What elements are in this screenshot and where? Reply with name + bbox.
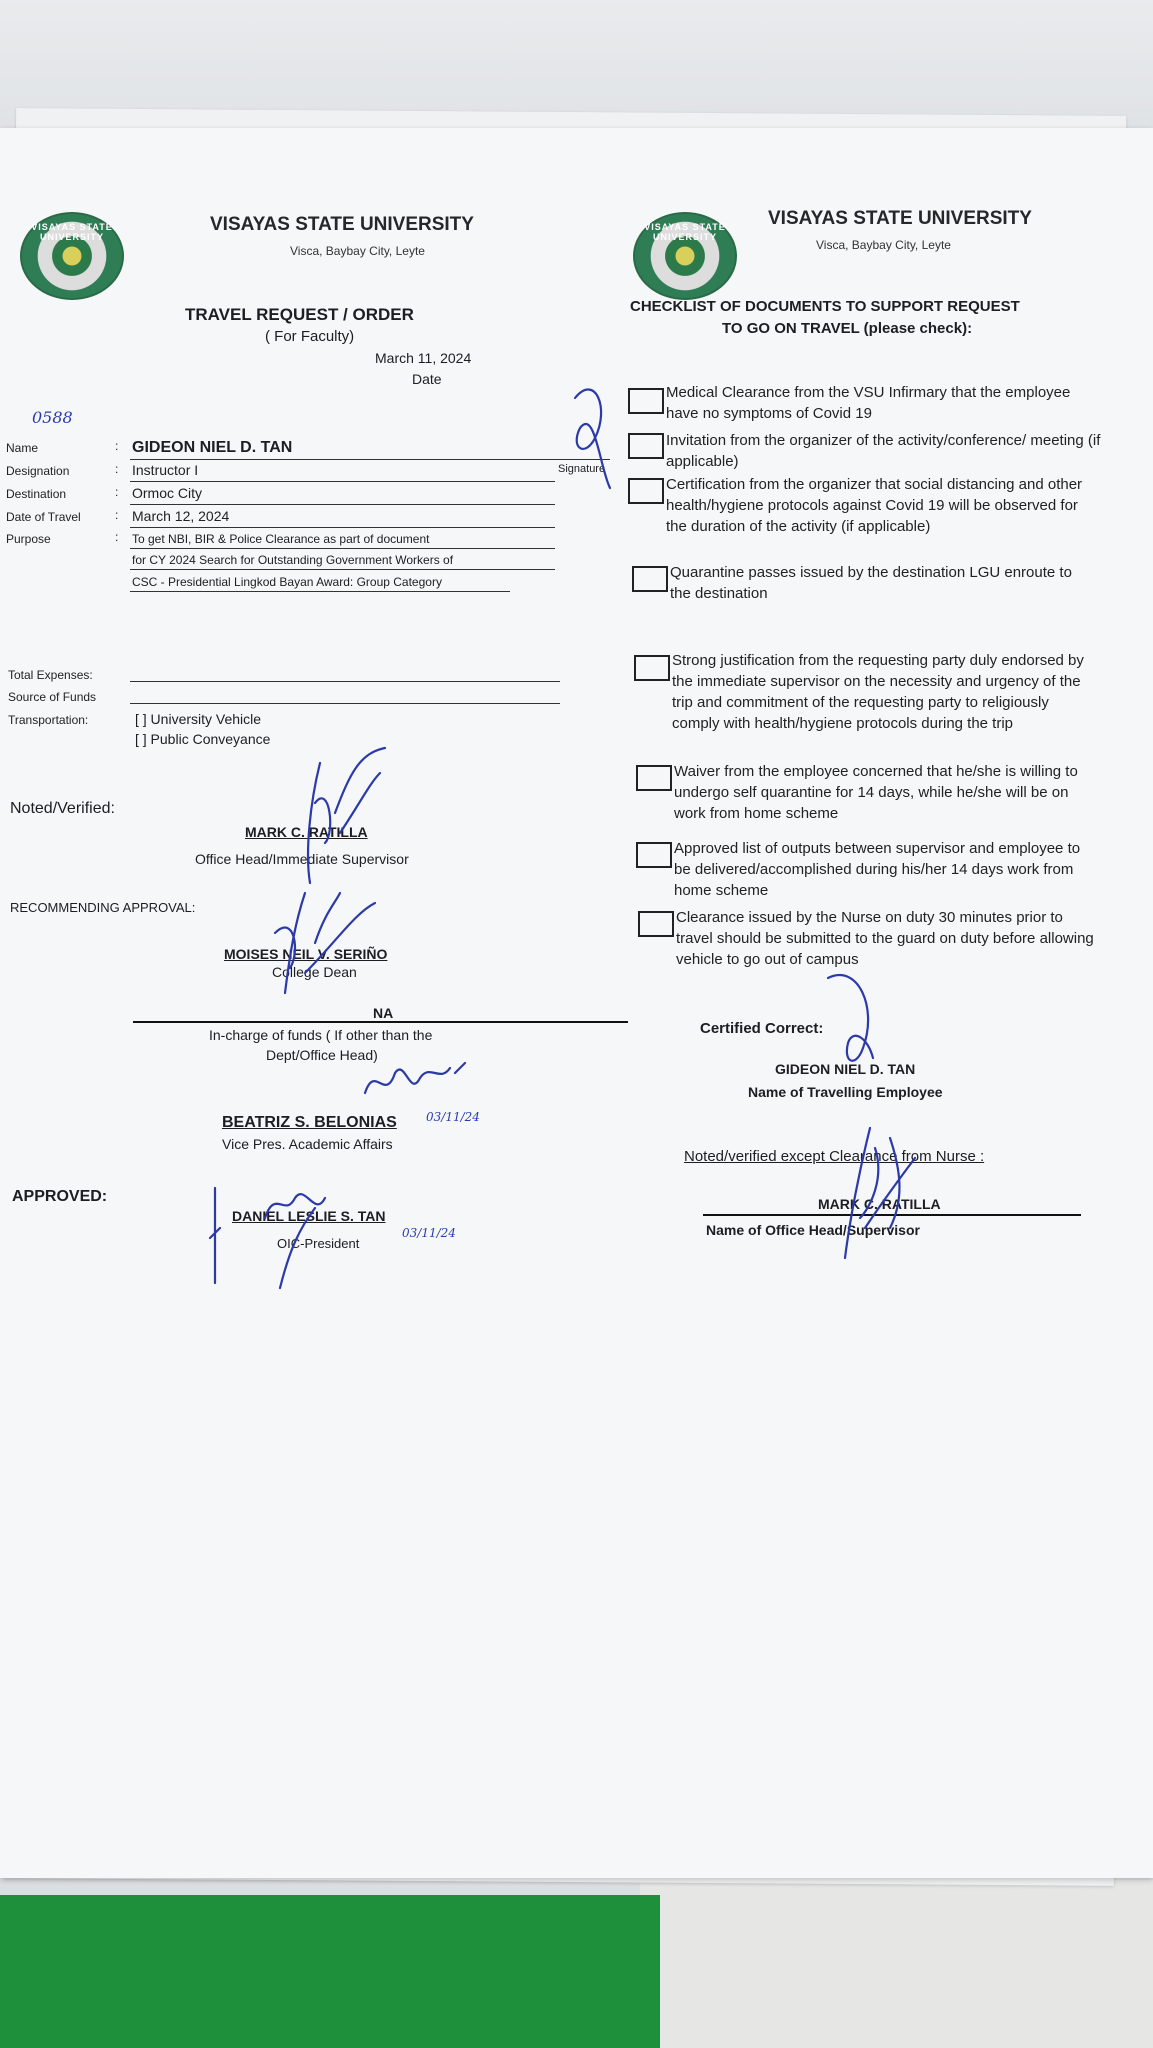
office-head-signature [830,1118,920,1268]
checkbox-strong-justification[interactable] [634,655,670,681]
funds-in-charge-line-2: Dept/Office Head) [266,1047,378,1063]
form-title: TRAVEL REQUEST / ORDER [185,305,414,324]
funds-in-charge-value: NA [373,1005,394,1021]
recommending-signature [245,873,385,1003]
purpose-line-3: CSC - Presidential Lingkod Bayan Award: Group Category [132,575,442,589]
date-of-travel-label: Date of Travel [6,510,81,524]
vp-signatory-title: Vice Pres. Academic Affairs [222,1136,393,1152]
vp-signed-date: 03/11/24 [426,1110,480,1124]
university-seal-right: VISAYAS STATE UNIVERSITY [633,212,737,300]
president-signature [205,1158,365,1298]
checkbox-approved-outputs[interactable] [636,842,672,868]
office-head-title: Name of Office Head/Supervisor [706,1222,920,1238]
certified-employee-title: Name of Travelling Employee [748,1084,943,1100]
checkbox-waiver[interactable] [636,765,672,791]
university-name-left: VISAYAS STATE UNIVERSITY [210,214,474,235]
noted-except-label: Noted/verified except Clearance from Nurse : [684,1148,985,1165]
checkbox-medical-clearance[interactable] [628,388,664,414]
transportation-label: Transportation: [8,713,89,727]
name-label: Name [6,441,39,455]
checklist-item-8: Clearance issued by the Nurse on duty 30 minutes prior to travel should be submitted to the guard on duty before allowing vehicle to go out of campus [676,909,1094,968]
date-of-travel-value: March 12, 2024 [132,508,230,524]
green-cloth [0,1895,660,2048]
applicant-signature [555,378,625,508]
noted-signature [290,743,400,893]
form-subtitle: ( For Faculty) [265,328,355,345]
president-name: DANIEL LESLIE S. TAN [232,1208,386,1224]
checklist-item-4: Quarantine passes issued by the destination LGU enroute to the destination [670,564,1072,602]
funds-in-charge-line-1: In-charge of funds ( If other than the [209,1027,433,1043]
checklist-item-6: Waiver from the employee concerned that he/she is willing to undergo self quarantine for 14 days, while he/she will be on work from home scheme [674,763,1078,822]
president-title: OIC-President [277,1236,360,1251]
handwritten-control-number: 0588 [32,408,73,427]
destination-value: Ormoc City [132,485,202,501]
checklist-item-2: Invitation from the organizer of the activity/conference/ meeting (if applicable) [666,432,1101,470]
university-address-left: Visca, Baybay City, Leyte [290,244,425,258]
designation-value: Instructor I [132,462,199,478]
purpose-line-1: To get NBI, BIR & Police Clearance as part of document [132,532,430,546]
purpose-label: Purpose [6,532,51,546]
employee-signature [808,968,898,1088]
checklist-title-line-2: TO GO ON TRAVEL (please check): [722,320,973,337]
checklist-item-7: Approved list of outputs between supervisor and employee to be delivered/accomplished during his/her 14 days work from home scheme [674,840,1081,899]
source-of-funds-label: Source of Funds [8,690,97,704]
checkbox-nurse-clearance[interactable] [638,911,674,937]
travel-order-document: VISAYAS STATE UNIVERSITY VISAYAS STATE UNIVERSITY Visca, Baybay City, Leyte TRAVEL REQUEST / ORDER ( For Faculty) March 11, 2024 Date 0588 Name : GIDEON NIEL D. TAN Designation : Instructor I Signature Destination : Ormoc City Date of Travel : March 12, 2024 Purpose : To get NBI, BIR & Police Clearance as part of document for CY 2024 Search for Outstanding Government Workers of CSC - Presidential Lingkod Bayan Award: Group Category Total Expenses: Source of Funds Transportation: [ ] University Vehicle [ ] Public Conveyance Noted/Verified: MARK C. RATILLA Office Head/Immediate Supervisor RECOMMENDING APPROVAL: MOISES NEIL V. SERIÑO College Dean NA In-charge of funds ( If other than the Dept/Office Head) BEATRIZ S. BELONIAS 03/11/24 Vice Pres. Academic Affairs APPROVED: DANIEL LESLIE S. TAN OIC-President 03/11/24 VISAYAS STATE UNIVERSITY VISAYAS STATE UNIVERSITY Visca, Baybay City, Leyte CHECKLIST OF DOCUMENTS TO SUPPORT REQUEST TO GO ON TRAVEL (please check): Medical Clearance from the VSU Infirmary that the employee have no symptoms of Covid 19 Invitation from the organizer of the activity/conference/ meeting (if applicable) Certification from the organizer that social distancing and other health/hygiene protocols against Covid 19 will be observed for the duration of the activity (if applicable) Quarantine passes issued by the destination LGU enroute to the destination Strong justification from the requesting party duly endorsed by the immediate supervisor on the necessity and urgency of the trip and commitment of the requesting party to religiously comply with health/hygiene protocols during the trip Waiver from the employee concerned that he/she is willing to undergo self quarantine for 14 days, while he/she will be on work from home scheme Approved list of outputs between supervisor and employee to be delivered/accomplished during his/her 14 days work from home scheme Clearance issued by the Nurse on duty 30 minutes prior to travel should be submitted to the guard on duty before allowing vehicle to go out of campus Certified Correct: GIDEON NIEL D. TAN Name of Travelling Employee Noted/verified except Clearance from Nurse : MARK C. RATILLA Name of Office Head/Supervisor [0,128,1153,1878]
checkbox-quarantine-passes[interactable] [632,566,668,592]
total-expenses-label: Total Expenses: [8,668,93,682]
name-value: GIDEON NIEL D. TAN [132,439,293,456]
designation-label: Designation [6,464,70,478]
destination-label: Destination [6,487,67,501]
president-signed-date: 03/11/24 [402,1226,456,1240]
recommending-signatory-name: MOISES NEIL V. SERIÑO [224,946,388,962]
date-label: Date [412,371,442,387]
signature-label: Signature [558,463,606,475]
university-seal-left: VISAYAS STATE UNIVERSITY [20,212,124,300]
checkbox-invitation[interactable] [628,433,664,459]
checklist-item-5: Strong justification from the requesting party duly endorsed by the immediate supervisor on the necessity and urgency of the trip and commitment of the requesting party to religiously comply with health/hygiene protocols during the trip [672,652,1084,732]
noted-signatory-name: MARK C. RATILLA [245,824,368,840]
checklist-item-1: Medical Clearance from the VSU Infirmary that the employee have no symptoms of Covid 19 [666,384,1071,422]
vp-signature [355,1053,475,1113]
certified-employee-name: GIDEON NIEL D. TAN [775,1061,916,1077]
office-head-name: MARK C. RATILLA [818,1196,941,1212]
university-address-right: Visca, Baybay City, Leyte [816,238,951,252]
university-name-right: VISAYAS STATE UNIVERSITY [768,208,1032,229]
checklist-item-3: Certification from the organizer that social distancing and other health/hygiene protocols against Covid 19 will be observed for the duration of the activity (if applicable) [666,476,1083,535]
certified-correct-label: Certified Correct: [700,1020,824,1037]
noted-verified-label: Noted/Verified: [10,800,115,817]
request-date: March 11, 2024 [375,350,472,366]
approved-label: APPROVED: [12,1188,108,1205]
noted-signatory-title: Office Head/Immediate Supervisor [195,851,409,867]
vp-signatory-name: BEATRIZ S. BELONIAS [222,1114,397,1131]
purpose-line-2: for CY 2024 Search for Outstanding Government Workers of [132,553,454,567]
recommending-signatory-title: College Dean [272,964,357,980]
checklist-title-line-1: CHECKLIST OF DOCUMENTS TO SUPPORT REQUEST [630,298,1020,315]
transport-public-conveyance: [ ] Public Conveyance [135,731,271,747]
floor-tile [640,1880,1153,2048]
transport-university-vehicle: [ ] University Vehicle [135,711,262,727]
recommending-approval-label: RECOMMENDING APPROVAL: [10,900,196,915]
checkbox-certification[interactable] [628,478,664,504]
